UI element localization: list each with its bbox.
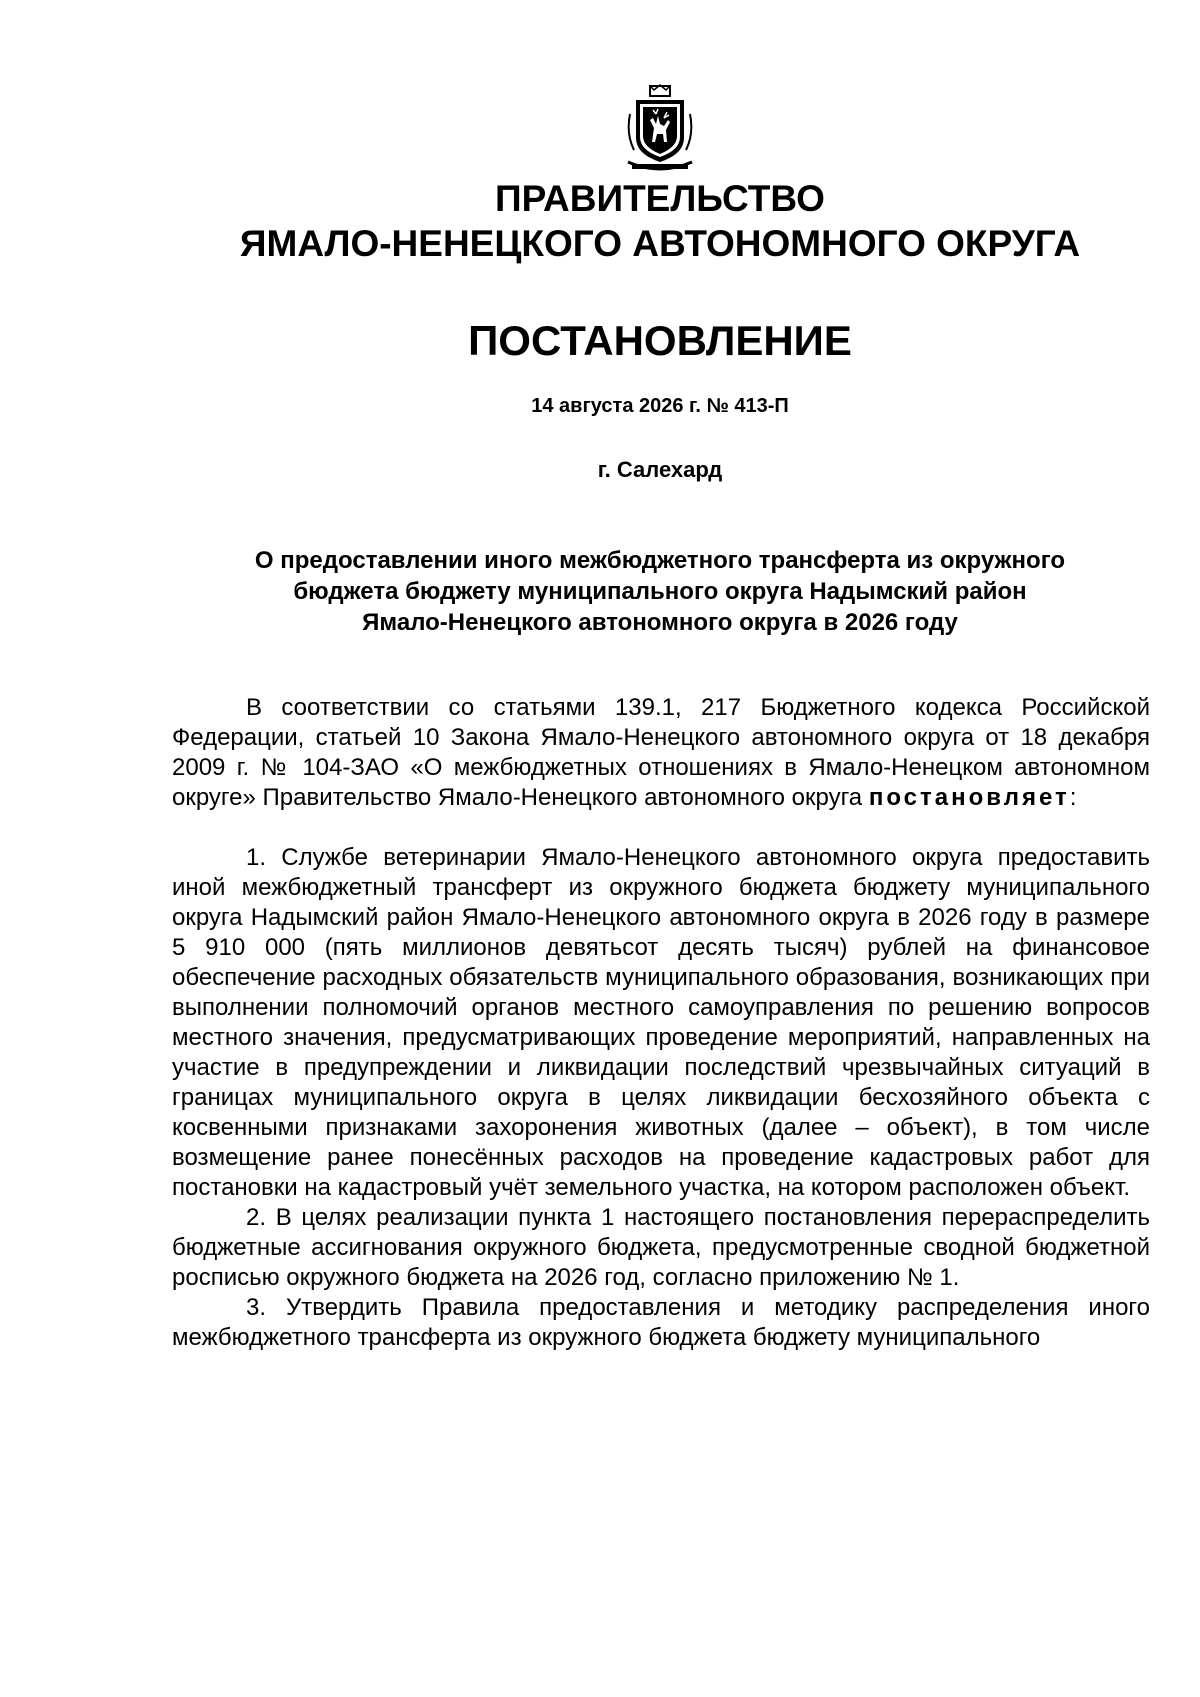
document-subject	[200, 545, 1120, 638]
header-line-2: ЯМАЛО-НЕНЕЦКОГО АВТОНОМНОГО ОКРУГА	[239, 223, 1081, 264]
document-type-title: ПОСТАНОВЛЕНИЕ	[468, 317, 852, 364]
preamble-paragraph	[172, 693, 1150, 813]
coat-of-arms-graphic	[622, 84, 698, 176]
preamble-suffix: :	[1069, 784, 1077, 811]
date-and-number: 14 августа 2026 г. № 413-П	[531, 395, 789, 417]
subject-line-2: бюджета бюджету муниципального округа Надымский район	[293, 578, 1027, 605]
preamble-keyword: постановляет	[868, 784, 1070, 811]
item-paragraph-1: 1. Службе ветеринарии Ямало-Ненецкого автономного округа предоставить иной межбюджетный трансферт из окружного бюджета бюджету муниципального округа Надымский район Ямало-Ненецкого автономного округа в 2026 году в размере 5 910 000 (пять миллионов девятьсот десять тысяч) рублей на финансовое обеспечение расходных обязательств муниципального образования, возникающих при выполнении полномочий органов местного самоуправления по решению вопросов местного значения, предусматривающих проведение мероприятий, направленных на участие в предупреждении и ликвидации последствий чрезвычайных ситуаций в границах муниципального округа в целях ликвидации бесхозяйного объекта с косвенными признаками захоронения животных (далее – объект), в том числе возмещение ранее понесённых расходов на проведение кадастровых работ для постановки на кадастровый учёт земельного участка, на котором расположен объект.	[172, 844, 1150, 1201]
government-header	[140, 176, 1180, 266]
item-paragraph-2: 2. В целях реализации пункта 1 настоящего постановления перераспределить бюджетные ассигнования окружного бюджета, предусмотренные сводной бюджетной росписью окружного бюджета на 2026 год, согласно приложению № 1.	[172, 1204, 1150, 1291]
subject-line-1: О предоставлении иного межбюджетного трансферта из окружного	[254, 547, 1066, 574]
coat-of-arms-icon	[622, 84, 698, 176]
item-paragraph-3: 3. Утвердить Правила предоставления и методику распределения иного межбюджетного трансферта из окружного бюджета бюджету муниципального	[172, 1294, 1150, 1351]
header-line-1: ПРАВИТЕЛЬСТВО	[495, 178, 825, 219]
preamble-text: В соответствии со статьями 139.1, 217 Бюджетного кодекса Российской Федерации, статьей 10 Закона Ямало-Ненецкого автономного округа от 18 декабря 2009 г. № 104-ЗАО «О межбюджетных отношениях в Ямало-Ненецком автономном округе» Правительство Ямало-Ненецкого автономного округа	[172, 694, 1150, 811]
city-name: г. Салехард	[597, 457, 723, 482]
document-body	[172, 693, 1150, 1353]
subject-line-3: Ямало-Ненецкого автономного округа в 2026 году	[362, 609, 958, 636]
